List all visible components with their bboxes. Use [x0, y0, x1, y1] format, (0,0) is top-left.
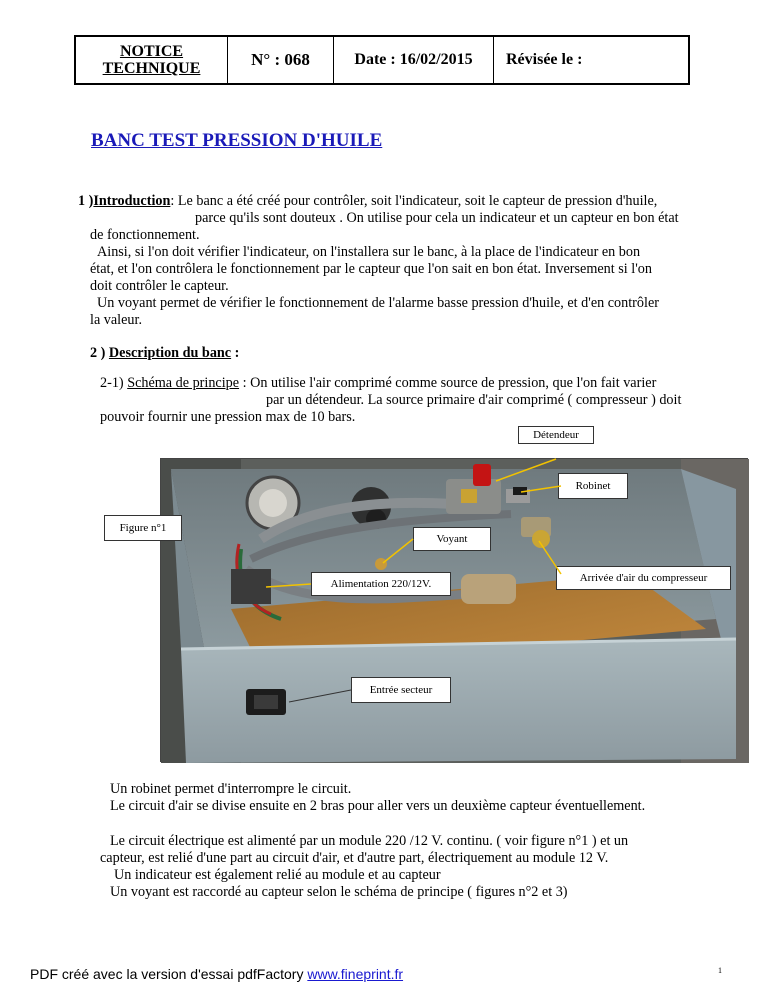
body-line5: Un indicateur est également relié au module et au capteur	[114, 867, 441, 883]
notice-line2: TECHNIQUE	[102, 60, 201, 77]
schema-heading: Schéma de principe	[127, 375, 240, 391]
intro-line2: parce qu'ils sont douteux . On utilise pour cela un indicateur et un capteur en bon état	[195, 210, 679, 226]
figure-caption: Figure n°1	[104, 515, 182, 541]
intro-line3: de fonctionnement.	[90, 227, 200, 243]
callout-entree: Entrée secteur	[351, 677, 451, 703]
page-title: BANC TEST PRESSION D'HUILE	[91, 130, 383, 151]
body-line1: Un robinet permet d'interrompre le circuit.	[110, 781, 352, 797]
footer-text: PDF créé avec la version d'essai pdfFactory	[30, 966, 308, 982]
description-heading: Description du banc	[108, 345, 232, 361]
callout-voyant: Voyant	[413, 527, 491, 551]
schema-text1: : On utilise l'air comprimé comme source de pression, que l'on fait varier	[239, 375, 657, 391]
intro-text1: : Le banc a été créé pour contrôler, soit l'indicateur, soit le capteur de pression d'huile,	[170, 193, 658, 209]
callout-detendeur: Détendeur	[518, 426, 594, 444]
intro-line7: Un voyant permet de vérifier le fonctionnement de l'alarme basse pression d'huile, et d'en contrôler	[97, 295, 659, 311]
description-number: 2 )	[90, 345, 109, 361]
intro-line1	[78, 193, 657, 209]
body-line4: capteur, est relié d'une part au circuit d'air, et d'autre part, électriquement au module 12 V.	[100, 850, 609, 866]
body-line6: Un voyant est raccordé au capteur selon le schéma de principe ( figures n°2 et 3)	[110, 884, 568, 900]
number-cell: N° : 068	[228, 37, 334, 83]
intro-heading: Introduction	[93, 193, 171, 209]
intro-line5: état, et l'on contrôlera le fonctionnement par le capteur que l'on sait en bon état. Inversement si l'on	[90, 261, 652, 277]
description-suffix: :	[231, 345, 240, 361]
intro-line8: la valeur.	[90, 312, 142, 328]
notice-cell	[76, 37, 228, 83]
schema-number: 2-1)	[100, 375, 128, 391]
intro-line4: Ainsi, si l'on doit vérifier l'indicateur, on l'installera sur le banc, à la place de l'indicateur en bon	[97, 244, 641, 260]
page-number: 1	[718, 966, 722, 975]
callout-robinet: Robinet	[558, 473, 628, 499]
body-line2: Le circuit d'air se divise ensuite en 2 bras pour aller vers un deuxième capteur éventuellement.	[110, 798, 646, 814]
callout-leaders	[161, 459, 749, 763]
revised-cell: Révisée le :	[506, 51, 583, 68]
footer	[30, 966, 403, 982]
intro-number: 1 )	[78, 193, 94, 209]
schema-line1	[100, 375, 656, 391]
footer-link[interactable]: www.fineprint.fr	[307, 966, 404, 982]
description-heading-line	[90, 345, 239, 361]
callout-arrivee: Arrivée d'air du compresseur	[556, 566, 731, 590]
header-table	[74, 35, 690, 85]
schema-line3: pouvoir fournir une pression max de 10 bars.	[100, 409, 356, 425]
date-cell: Date : 16/02/2015	[334, 37, 494, 83]
intro-line6: doit contrôler le capteur.	[90, 278, 229, 294]
callout-alimentation: Alimentation 220/12V.	[311, 572, 451, 596]
body-line3: Le circuit électrique est alimenté par un module 220 /12 V. continu. ( voir figure n°1 ) et un	[110, 833, 629, 849]
figure-photo	[160, 429, 748, 762]
notice-line1: NOTICE	[119, 43, 184, 60]
schema-line2: par un détendeur. La source primaire d'air comprimé ( compresseur ) doit	[266, 392, 682, 408]
